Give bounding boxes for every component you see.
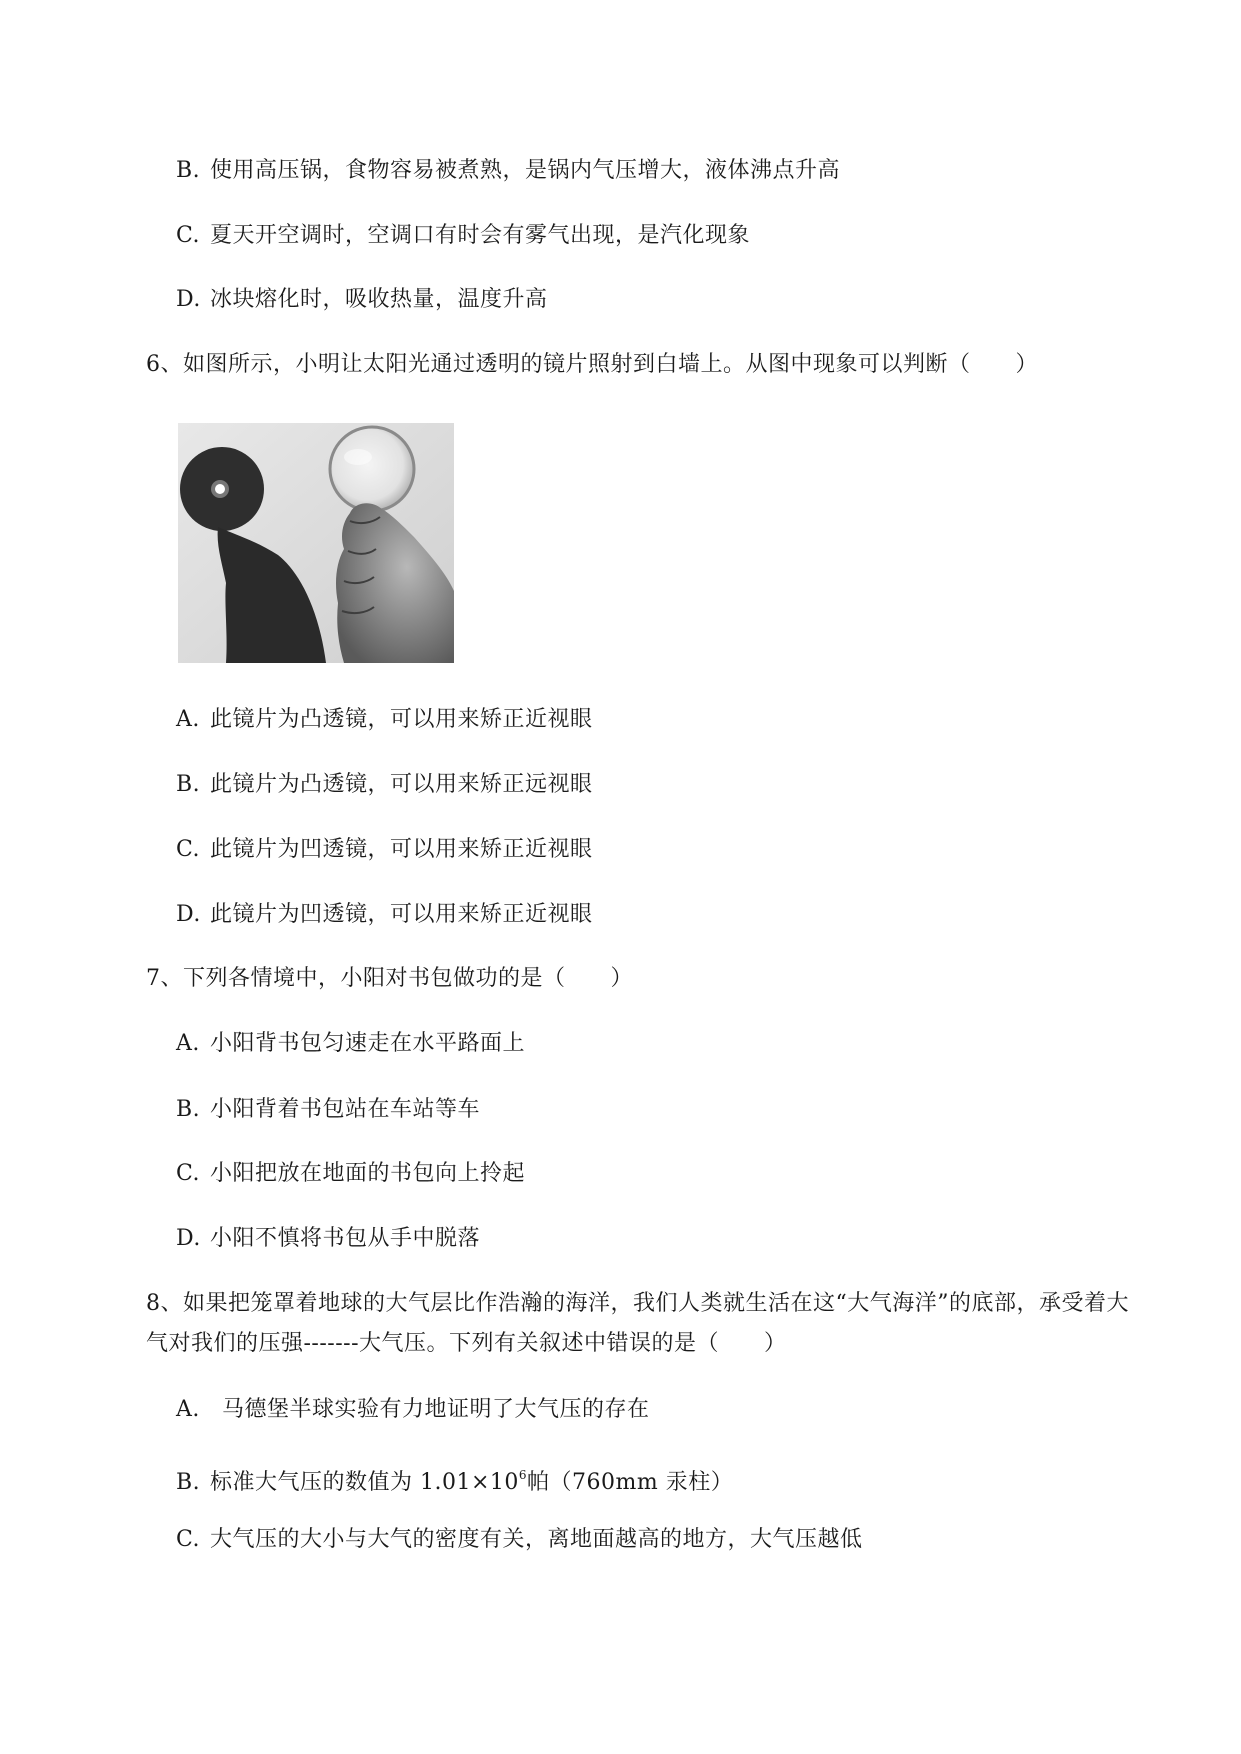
option-7b [176, 1095, 480, 1125]
option-label: D. [176, 1226, 201, 1251]
option-5b [176, 156, 840, 186]
option-text: 小阳不慎将书包从手中脱落 [210, 1226, 481, 1251]
option-text: 此镜片为凸透镜，可以用来矫正远视眼 [210, 772, 593, 797]
option-6c [176, 835, 593, 865]
option-text: 小阳背书包匀速走在水平路面上 [210, 1031, 526, 1056]
option-text: 此镜片为凹透镜，可以用来矫正近视眼 [210, 902, 593, 927]
option-text: 使用高压锅，食物容易被煮熟，是锅内气压增大，液体沸点升高 [210, 158, 841, 183]
option-6b [176, 770, 593, 800]
exponent: 6 [518, 1468, 528, 1482]
option-label: B. [176, 772, 201, 797]
option-text: 小阳背着书包站在车站等车 [210, 1097, 481, 1122]
option-8a [176, 1395, 650, 1425]
option-label: C. [176, 837, 201, 862]
option-label: A. [176, 1031, 200, 1056]
option-7c [176, 1159, 525, 1189]
option-label: C. [176, 1527, 201, 1552]
option-text: 大气压的大小与大气的密度有关，离地面越高的地方，大气压越低 [210, 1527, 863, 1552]
option-text: 冰块熔化时，吸收热量，温度升高 [210, 287, 548, 312]
option-8b [176, 1460, 733, 1498]
option-label: A. [176, 1397, 200, 1422]
option-text: 马德堡半球实验有力地证明了大气压的存在 [222, 1397, 650, 1422]
option-label: A. [176, 707, 200, 732]
option-5c [176, 221, 750, 251]
lens-sunlight-photo [178, 423, 454, 663]
option-label: C. [176, 223, 201, 248]
question-7: 7、下列各情境中，小阳对书包做功的是（ ） [146, 966, 633, 991]
option-label: D. [176, 287, 201, 312]
option-text-after: 帕（760mm 汞柱） [527, 1470, 734, 1495]
option-label: B. [176, 158, 201, 183]
option-6d [176, 900, 593, 930]
option-label: D. [176, 902, 201, 927]
option-label: B. [176, 1097, 201, 1122]
question-8-line-1: 8、如果把笼罩着地球的大气层比作浩瀚的海洋，我们人类就生活在这“大气海洋”的底部，承受着大 [146, 1291, 1129, 1316]
option-7d [176, 1224, 480, 1254]
option-text: 小阳把放在地面的书包向上拎起 [210, 1161, 526, 1186]
option-8c [176, 1525, 863, 1555]
question-8-line-2: 气对我们的压强-------大气压。下列有关叙述中错误的是（ ） [146, 1331, 787, 1356]
option-text: 此镜片为凸透镜，可以用来矫正近视眼 [210, 707, 593, 732]
option-text-before: 标准大气压的数值为 1.01×10 [210, 1470, 519, 1495]
option-label: B. [176, 1470, 201, 1495]
option-text: 夏天开空调时，空调口有时会有雾气出现，是汽化现象 [210, 223, 751, 248]
question-6: 6、如图所示，小明让太阳光通过透明的镜片照射到白墙上。从图中现象可以判断（ ） [146, 352, 1039, 377]
option-text: 此镜片为凹透镜，可以用来矫正近视眼 [210, 837, 593, 862]
option-label: C. [176, 1161, 201, 1186]
option-6a [176, 705, 593, 735]
option-7a [176, 1029, 525, 1059]
option-5d [176, 285, 548, 315]
